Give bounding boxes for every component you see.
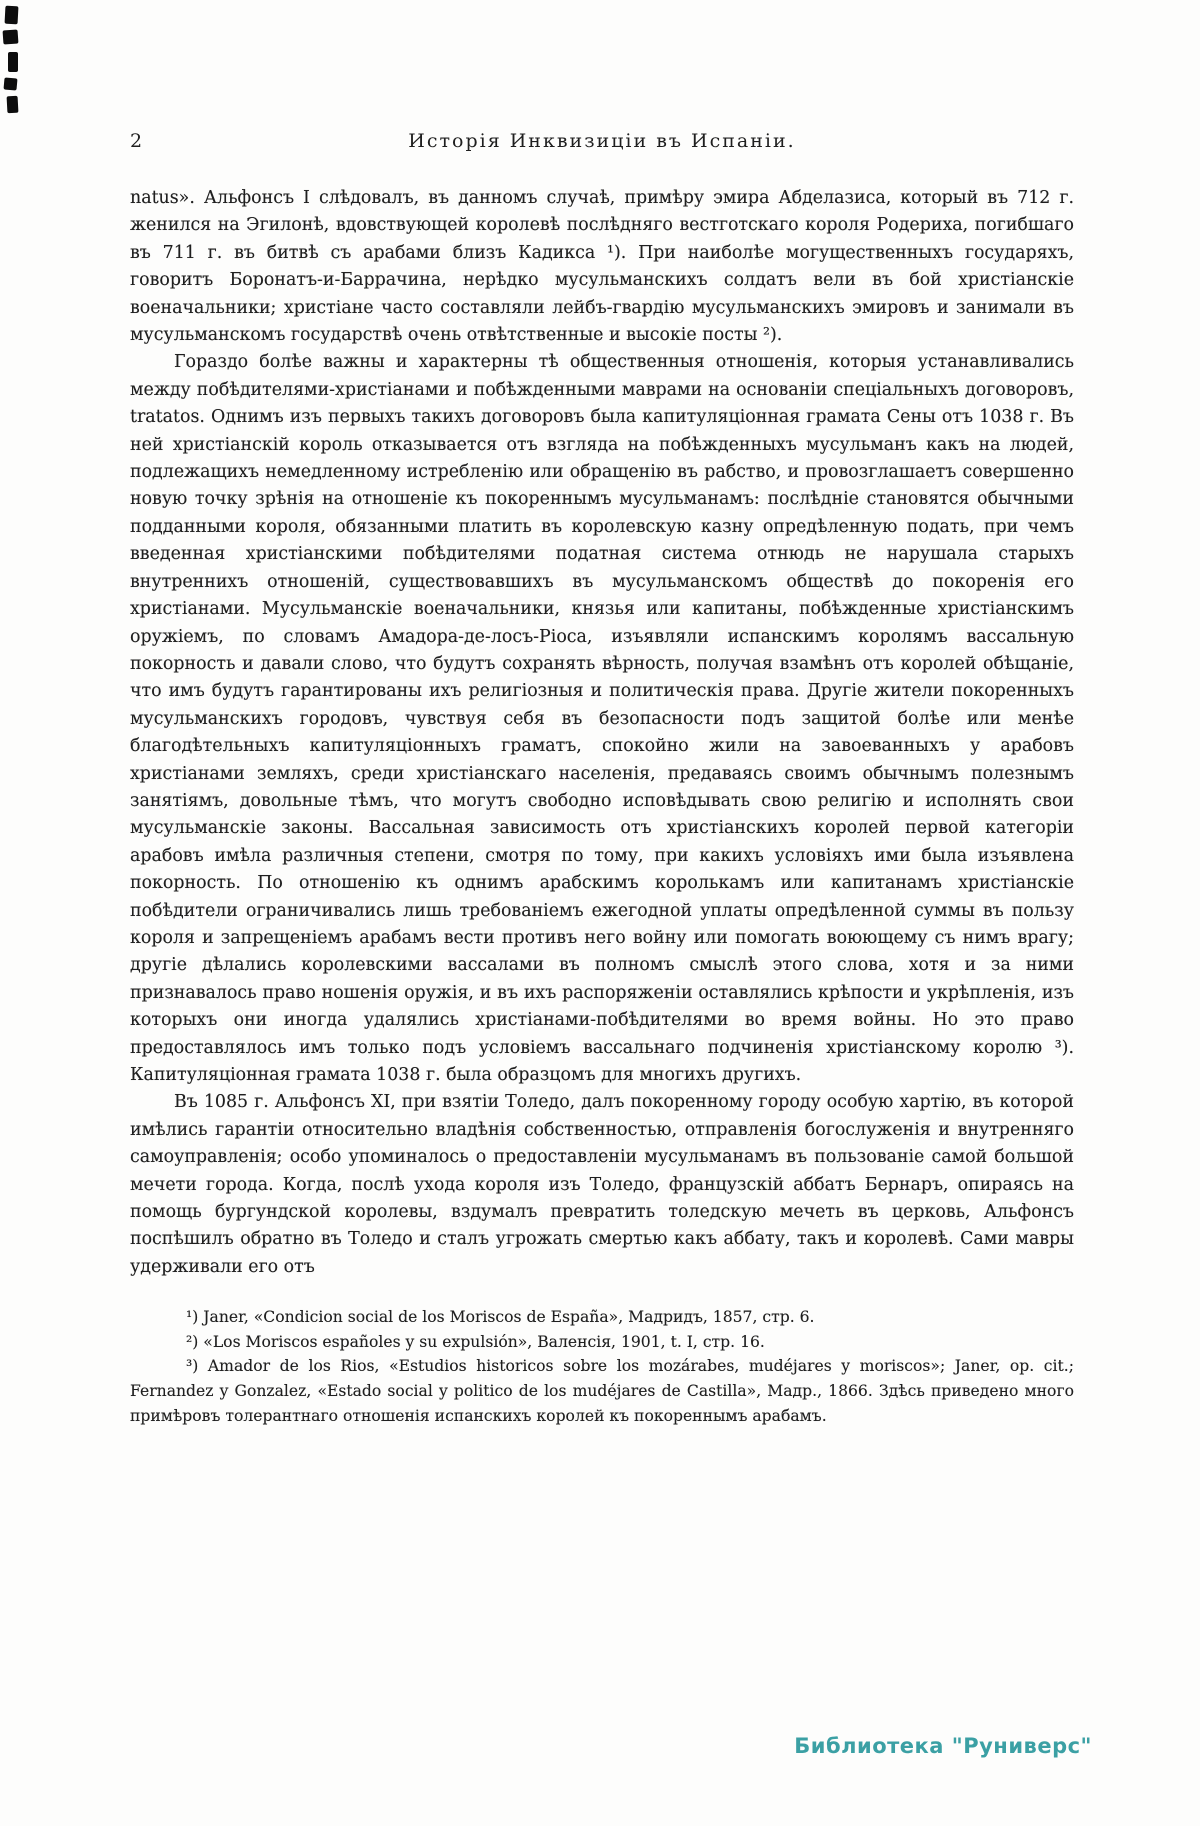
footnote-2: ²) «Los Moriscos españoles y su expulsión», Валенсія, 1901, t. I, стр. 16. <box>186 1332 765 1351</box>
paragraph-2: Гораздо болѣе важны и характерны тѣ общественныя отношенія, которыя устанавливались между побѣдителями-христіанами и побѣжденными маврами на основаніи спеціальныхъ договоровъ, tratatos. Однимъ изъ первыхъ такихъ договоровъ была капитуляціонная грамата Сены отъ 1038 г. Въ ней христіанскій король отказывается отъ взгляда на побѣжденныхъ мусульманъ какъ на людей, подлежащихъ немедленному истребленію или обращенію въ рабство, и провозглашаетъ совершенно новую точку зрѣнія на отношеніе къ покореннымъ мусульманамъ: послѣдніе становятся обычными подданными короля, обязанными платить въ королевскую казну опредѣленную подать, при чемъ введенная христіанскими побѣдителями податная система отнюдь не нарушала старыхъ внутреннихъ отношеній, существовавшихъ въ мусульманскомъ обществѣ до покоренія его христіанами. Мусульманскіе военачальники, князья или капитаны, побѣжденные христіанскимъ оружіемъ, по словамъ Амадора-де-лосъ-Ріоса, изъявляли испанскимъ королямъ вассальную покорность и давали слово, что будутъ сохранять вѣрность, получая взамѣнъ отъ королей обѣщаніе, что имъ будутъ гарантированы ихъ религіозныя и политическія права. Другіе жители покоренныхъ мусульманскихъ городовъ, чувствуя себя въ безопасности подъ защитой болѣе или менѣе благодѣтельныхъ капитуляціонныхъ граматъ, спокойно жили на завоеванныхъ у арабовъ христіанами земляхъ, среди христіанскаго населенія, предаваясь своимъ обычнымъ полезнымъ занятіямъ, довольные тѣмъ, что могутъ свободно исповѣдывать свою религію и исполнять свои мусульманскіе законы. Вассальная зависимость отъ христіанскихъ королей первой категоріи арабовъ имѣла различныя степени, смотря по тому, при какихъ условіяхъ ими была изъявлена покорность. По отношенію къ однимъ арабскимъ королькамъ или капитанамъ христіанскіе побѣдители ограничивались лишь требованіемъ ежегодной уплаты опредѣленной суммы въ пользу короля и запрещеніемъ арабамъ вести противъ него войну или помогать воюющему съ нимъ врагу; другіе дѣлались королевскими вассалами въ полномъ смыслѣ этого слова, хотя и за ними признавалось право ношенія оружія, и въ ихъ распоряженіи оставлялись крѣпости и укрѣпленія, изъ которыхъ они иногда удалялись христіанами-побѣдителями во время войны. Но это право предоставлялось имъ только подъ условіемъ вассальнаго подчиненія христіанскому королю ³). Капитуляціонная грамата 1038 г. была образцомъ для многихъ другихъ. <box>130 352 1074 1085</box>
page-number: 2 <box>130 130 143 152</box>
footnote-1: ¹) Janer, «Condicion social de los Moriscos de España», Мадридъ, 1857, стр. 6. <box>186 1308 815 1327</box>
page-content <box>130 130 1074 1428</box>
scan-artifact <box>4 77 18 90</box>
scan-artifact <box>5 6 19 25</box>
running-header <box>130 130 1074 156</box>
scan-artifact <box>8 52 18 72</box>
page-title: Исторія Инквизиціи въ Испаніи. <box>408 130 796 152</box>
scan-artifact <box>7 96 19 114</box>
paragraph-3: Въ 1085 г. Альфонсъ XI, при взятіи Толедо, далъ покоренному городу особую хартію, въ которой имѣлись гарантіи относительно владѣнія собственностью, отправленія богослуженія и внутренняго самоуправленія; особо упоминалось о предоставленіи мусульманамъ въ пользованіе самой большой мечети города. Когда, послѣ ухода короля изъ Толедо, французскій аббатъ Бернаръ, опираясь на помощь бургундской королевы, вздумалъ превратить толедскую мечеть въ церковь, Альфонсъ поспѣшилъ обратно въ Толедо и сталъ угрожать смертью какъ аббату, такъ и королевѣ. Сами мавры удерживали его отъ <box>130 1092 1074 1277</box>
scan-artifact <box>3 29 19 44</box>
library-watermark: Библиотека "Руниверс" <box>794 1734 1092 1758</box>
footnote-3: ³) Amador de los Rios, «Estudios historicos sobre los mozárabes, mudéjares y moriscos»; Janer, op. cit.; Fernandez y Gonzalez, «Estado social y politico de los mudéjares de Castilla», Мадр., 1866. Здѣсь приведено много примѣровъ толерантнаго отношенія испанскихъ королей къ покореннымъ арабамъ. <box>130 1357 1074 1425</box>
footnotes <box>130 1305 1074 1428</box>
paragraph-1: natus». Альфонсъ I слѣдовалъ, въ данномъ случаѣ, примѣру эмира Абделазиса, который въ 712 г. женился на Эгилонѣ, вдовствующей королевѣ послѣдняго вестготскаго короля Родериха, погибшаго въ 711 г. въ битвѣ съ арабами близъ Кадикса ¹). При наиболѣе могущественныхъ государяхъ, говоритъ Боронатъ-и-Баррачина, нерѣдко мусульманскихъ солдатъ вели въ бой христіанскіе военачальники; христіане часто составляли лейбъ-гвардію мусульманскихъ эмировъ и занимали въ мусульманскомъ государствѣ очень отвѣтственные и высокіе посты ²). <box>130 188 1074 346</box>
body-text <box>130 185 1074 1281</box>
